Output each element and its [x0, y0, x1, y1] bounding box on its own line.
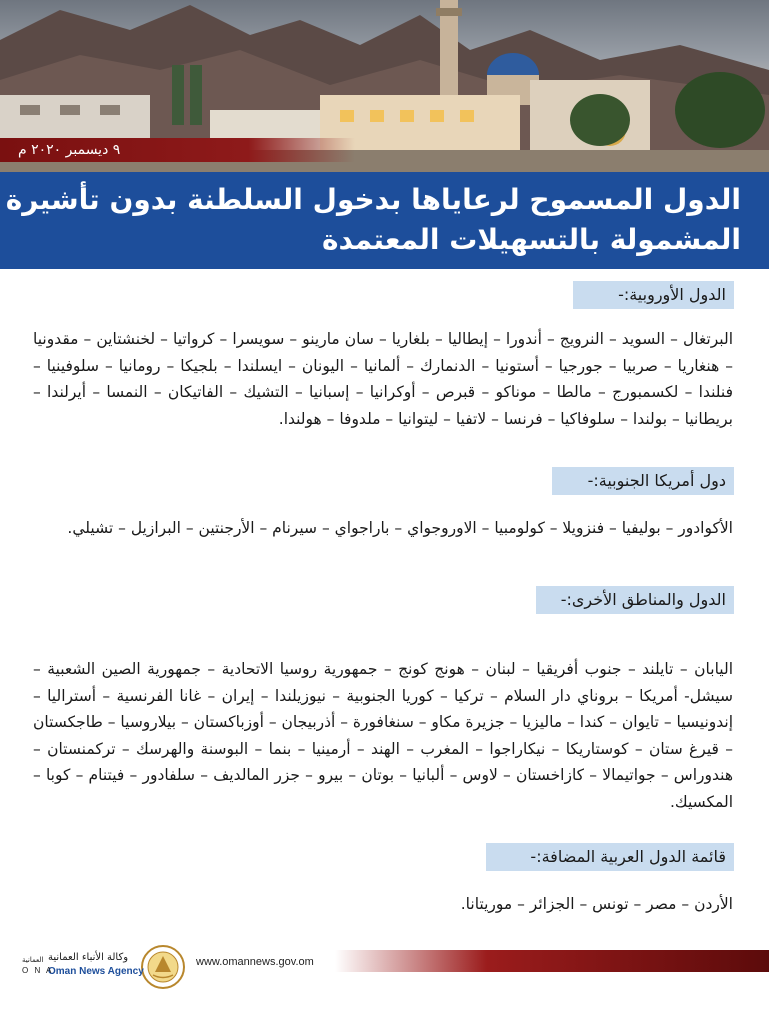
section-text-europe: البرتغال – السويد – النرويج – أندورا – إيطاليا – بلغاريا – سان مارينو – سويسرا – كرواتيا – لخنشتاين – مقدونيا – هنغاريا – صربيا – جورجيا – أستونيا – الدنمارك – ألمانيا – اليونان – ايسلندا – بلجيكا – رومانيا – سلوفينيا – فنلندا – لكسمبورج – مالطا – موناكو – قبرص – أوكرانيا – إسبانيا – التشيك – الفاتيكان – النمسا – أيرلندا – بريطانيا – بولندا – سلوفاكيا – فرنسا – لاتفيا – ليتوانيا – ملدوفا – هولندا. — [33, 330, 733, 428]
section-text-south-america: الأكوادور – بوليفيا – فنزويلا – كولومبيا – الاوروجواي – باراجواي – سيرنام – الأرجنتين – البرازيل – تشيلي. — [67, 519, 733, 537]
agency-name-english: Oman News Agency — [48, 966, 144, 977]
ona-emblem-icon — [140, 944, 186, 990]
section-text-arab: الأردن – مصر – تونس – الجزائر – موريتانا. — [460, 895, 733, 913]
footer-website-link[interactable]: www.omannews.gov.om — [196, 956, 314, 968]
agency-name-arabic: وكالة الأنباء العمانية — [48, 952, 129, 963]
section-heading-arab: قائمة الدول العربية المضافة:- — [486, 843, 734, 871]
title-line-2: المشمولة بالتسهيلات المعتمدة — [321, 223, 741, 256]
section-heading-other: الدول والمناطق الأخرى:- — [536, 586, 734, 614]
date-banner — [0, 138, 355, 162]
publish-date: ٩ ديسمبر ٢٠٢٠ م — [18, 142, 121, 158]
section-heading-europe: الدول الأوروبية:- — [573, 281, 734, 309]
ona-logo — [140, 944, 186, 990]
section-heading-south-america: دول أمريكا الجنوبية:- — [552, 467, 734, 495]
footer-band — [335, 950, 769, 972]
agency-small-label: العمانية — [22, 956, 44, 964]
page-title — [5, 180, 741, 260]
title-line-1: الدول المسموح لرعاياها بدخول السلطنة بدون تأشيرة — [5, 183, 741, 216]
agency-code: O N A — [22, 966, 54, 975]
section-text-other: اليابان – تايلند – جنوب أفريقيا – لبنان – هونج كونج – جمهورية روسيا الاتحادية – جمهورية الصين الشعبية – سيشل- أمريكا – بروناي دار السلام – تركيا – كوريا الجنوبية – نيوزيلندا – إيران – غانا الفرنسية – أستراليا – إندونيسيا – تايوان – كندا – ماليزيا – جزيرة مكاو – سنغافورة – أذربيجان – أوزباكستان – بيلاروسيا – طاجكستان – قيرغ ستان – كوستاريكا – نيكاراجوا – المغرب – الهند – أرمينيا – بنما – البوسنة والهرسك – تركمنستان – هندوراس – جواتيمالا – كازاخستان – لاوس – ألبانيا – بوتان – بيرو – جزر المالديف – سلفادور – فيتنام – كوبا – المكسيك. — [33, 660, 733, 811]
